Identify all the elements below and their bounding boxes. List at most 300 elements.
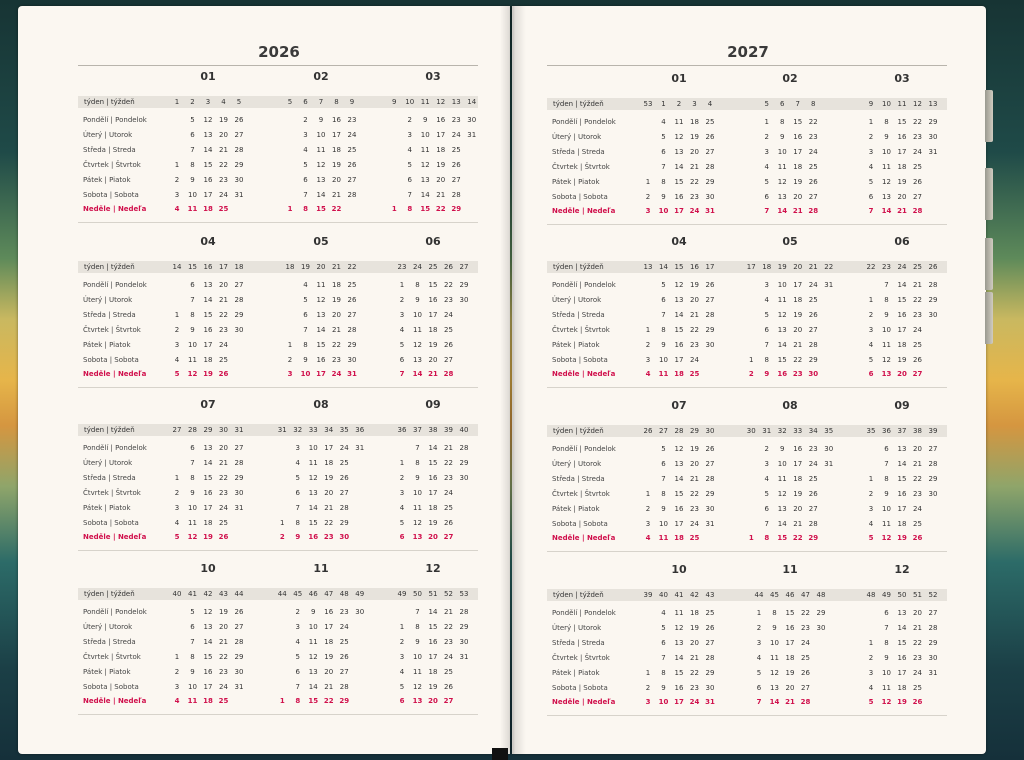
- day-date[interactable]: 2: [303, 116, 308, 124]
- sunday-date[interactable]: 21: [428, 370, 438, 379]
- day-date[interactable]: 29: [234, 310, 244, 319]
- sunday-date[interactable]: 11: [187, 697, 198, 706]
- day-date[interactable]: 12: [413, 340, 422, 349]
- day-date[interactable]: 19: [324, 652, 334, 661]
- day-date[interactable]: 17: [897, 668, 907, 677]
- sunday-date[interactable]: 14: [777, 207, 788, 216]
- day-date[interactable]: 4: [764, 295, 769, 304]
- day-date[interactable]: 26: [913, 355, 922, 364]
- day-date[interactable]: 11: [882, 519, 891, 528]
- day-date[interactable]: 29: [705, 668, 715, 677]
- day-date[interactable]: 27: [347, 310, 357, 319]
- day-date[interactable]: 26: [234, 608, 244, 616]
- day-date[interactable]: 16: [674, 192, 684, 201]
- day-date[interactable]: 9: [884, 132, 889, 141]
- day-date[interactable]: 22: [324, 518, 334, 527]
- day-date[interactable]: 13: [420, 175, 430, 184]
- day-date[interactable]: 19: [436, 160, 446, 169]
- day-date[interactable]: 21: [324, 682, 334, 691]
- sunday-date[interactable]: 1: [391, 205, 397, 214]
- day-date[interactable]: 26: [808, 489, 818, 498]
- day-date[interactable]: 6: [295, 488, 300, 497]
- day-date[interactable]: 9: [190, 175, 195, 184]
- day-date[interactable]: 20: [793, 504, 803, 513]
- day-date[interactable]: 14: [308, 682, 318, 691]
- day-date[interactable]: 20: [436, 175, 446, 184]
- day-date[interactable]: 16: [897, 310, 907, 319]
- day-date[interactable]: 9: [661, 192, 666, 201]
- sunday-date[interactable]: 6: [868, 370, 874, 379]
- sunday-date[interactable]: 22: [435, 205, 446, 214]
- day-date[interactable]: 23: [219, 488, 228, 497]
- sunday-date[interactable]: 5: [174, 533, 180, 542]
- day-date[interactable]: 11: [777, 474, 787, 483]
- day-date[interactable]: 15: [316, 340, 326, 349]
- day-date[interactable]: 4: [174, 518, 180, 527]
- day-date[interactable]: 12: [777, 489, 787, 498]
- day-date[interactable]: 16: [785, 623, 795, 632]
- sunday-date[interactable]: 18: [674, 370, 684, 379]
- day-date[interactable]: 24: [347, 130, 357, 139]
- day-date[interactable]: 23: [451, 116, 461, 124]
- day-date[interactable]: 18: [897, 683, 907, 692]
- sunday-date[interactable]: 1: [748, 534, 754, 543]
- day-date[interactable]: 27: [234, 622, 244, 631]
- day-date[interactable]: 5: [868, 177, 874, 186]
- day-date[interactable]: 5: [407, 160, 412, 169]
- day-date[interactable]: 25: [219, 518, 228, 527]
- day-date[interactable]: 30: [928, 489, 938, 498]
- day-date[interactable]: 8: [884, 638, 889, 647]
- day-date[interactable]: 12: [674, 445, 684, 453]
- day-date[interactable]: 4: [295, 458, 300, 467]
- day-date[interactable]: 10: [882, 668, 891, 677]
- day-date[interactable]: 21: [324, 503, 334, 512]
- day-date[interactable]: 21: [913, 623, 922, 632]
- day-date[interactable]: 14: [203, 145, 213, 154]
- day-date[interactable]: 4: [764, 474, 769, 483]
- day-date[interactable]: 25: [913, 683, 922, 692]
- day-date[interactable]: 23: [690, 340, 699, 349]
- sunday-date[interactable]: 31: [705, 698, 715, 707]
- day-date[interactable]: 1: [174, 160, 180, 169]
- day-date[interactable]: 6: [190, 444, 195, 452]
- day-date[interactable]: 20: [219, 281, 228, 289]
- day-date[interactable]: 23: [801, 623, 810, 632]
- day-date[interactable]: 14: [674, 162, 684, 171]
- day-date[interactable]: 1: [645, 177, 651, 186]
- sunday-date[interactable]: 28: [912, 207, 923, 216]
- day-date[interactable]: 22: [219, 652, 228, 661]
- day-date[interactable]: 7: [190, 145, 195, 154]
- day-date[interactable]: 14: [203, 637, 213, 646]
- day-date[interactable]: 29: [459, 622, 469, 631]
- day-date[interactable]: 2: [645, 340, 651, 349]
- day-date[interactable]: 18: [897, 519, 907, 528]
- day-date[interactable]: 13: [882, 192, 891, 201]
- sunday-date[interactable]: 29: [451, 205, 462, 214]
- sunday-date[interactable]: 21: [785, 698, 795, 707]
- day-date[interactable]: 27: [234, 444, 244, 452]
- day-date[interactable]: 2: [756, 623, 762, 632]
- sunday-date[interactable]: 22: [792, 534, 803, 543]
- day-date[interactable]: 1: [399, 622, 405, 631]
- day-date[interactable]: 18: [690, 609, 699, 617]
- day-date[interactable]: 1: [868, 638, 874, 647]
- day-date[interactable]: 15: [897, 295, 907, 304]
- day-date[interactable]: 18: [793, 295, 803, 304]
- day-date[interactable]: 27: [808, 325, 818, 334]
- day-date[interactable]: 26: [705, 281, 715, 289]
- day-date[interactable]: 10: [413, 310, 422, 319]
- sunday-date[interactable]: 9: [764, 370, 770, 379]
- day-date[interactable]: 25: [339, 637, 349, 646]
- day-date[interactable]: 19: [793, 489, 803, 498]
- sunday-date[interactable]: 19: [203, 370, 213, 379]
- day-date[interactable]: 7: [661, 310, 666, 319]
- day-date[interactable]: 25: [913, 519, 922, 528]
- day-date[interactable]: 9: [780, 132, 785, 141]
- day-date[interactable]: 20: [913, 609, 922, 617]
- day-date[interactable]: 8: [303, 340, 308, 349]
- day-date[interactable]: 6: [190, 622, 195, 631]
- day-date[interactable]: 10: [188, 340, 197, 349]
- day-date[interactable]: 21: [332, 190, 341, 199]
- day-date[interactable]: 6: [661, 638, 666, 647]
- day-date[interactable]: 22: [219, 310, 228, 319]
- day-date[interactable]: 20: [690, 638, 699, 647]
- day-date[interactable]: 30: [467, 116, 477, 124]
- sunday-date[interactable]: 6: [399, 533, 405, 542]
- day-date[interactable]: 6: [884, 445, 889, 453]
- day-date[interactable]: 11: [777, 162, 787, 171]
- day-date[interactable]: 18: [897, 340, 907, 349]
- day-date[interactable]: 3: [303, 130, 308, 139]
- index-tab[interactable]: [985, 90, 993, 142]
- day-date[interactable]: 17: [793, 281, 803, 289]
- day-date[interactable]: 8: [190, 310, 195, 319]
- day-date[interactable]: 23: [219, 325, 228, 334]
- sunday-date[interactable]: 19: [203, 533, 213, 542]
- day-date[interactable]: 16: [428, 637, 438, 646]
- day-date[interactable]: 15: [897, 118, 907, 126]
- day-date[interactable]: 5: [661, 445, 666, 453]
- sunday-date[interactable]: 4: [645, 370, 651, 379]
- day-date[interactable]: 1: [756, 609, 762, 617]
- sunday-date[interactable]: 4: [174, 697, 180, 706]
- day-date[interactable]: 5: [764, 310, 769, 319]
- day-date[interactable]: 24: [444, 310, 453, 319]
- day-date[interactable]: 25: [808, 474, 818, 483]
- sunday-date[interactable]: 12: [881, 698, 892, 707]
- day-date[interactable]: 26: [705, 623, 715, 632]
- day-date[interactable]: 31: [355, 444, 365, 452]
- day-date[interactable]: 17: [785, 638, 795, 647]
- day-date[interactable]: 3: [174, 190, 180, 199]
- day-date[interactable]: 22: [219, 473, 228, 482]
- day-date[interactable]: 23: [444, 295, 453, 304]
- day-date[interactable]: 15: [793, 118, 803, 126]
- day-date[interactable]: 8: [661, 177, 666, 186]
- day-date[interactable]: 16: [897, 489, 907, 498]
- day-date[interactable]: 29: [234, 652, 244, 661]
- day-date[interactable]: 6: [303, 175, 308, 184]
- day-date[interactable]: 26: [444, 682, 453, 691]
- day-date[interactable]: 28: [808, 519, 818, 528]
- day-date[interactable]: 19: [219, 116, 228, 124]
- day-date[interactable]: 7: [764, 519, 769, 528]
- day-date[interactable]: 1: [399, 458, 405, 467]
- day-date[interactable]: 29: [705, 325, 715, 334]
- day-date[interactable]: 11: [882, 683, 891, 692]
- day-date[interactable]: 24: [913, 504, 922, 513]
- sunday-date[interactable]: 8: [407, 205, 413, 214]
- day-date[interactable]: 16: [428, 473, 438, 482]
- day-date[interactable]: 10: [188, 503, 197, 512]
- day-date[interactable]: 16: [436, 116, 446, 124]
- day-date[interactable]: 9: [661, 504, 666, 513]
- sunday-date[interactable]: 7: [756, 698, 762, 707]
- sunday-date[interactable]: 25: [689, 534, 700, 543]
- sunday-date[interactable]: 13: [881, 370, 892, 379]
- day-date[interactable]: 21: [219, 295, 228, 304]
- day-date[interactable]: 9: [318, 116, 324, 124]
- sunday-date[interactable]: 4: [645, 534, 651, 543]
- day-date[interactable]: 24: [339, 622, 349, 631]
- day-date[interactable]: 21: [690, 310, 699, 319]
- day-date[interactable]: 8: [661, 489, 666, 498]
- day-date[interactable]: 30: [347, 355, 357, 364]
- day-date[interactable]: 23: [219, 175, 228, 184]
- day-date[interactable]: 2: [287, 355, 293, 364]
- day-date[interactable]: 27: [705, 459, 715, 468]
- day-date[interactable]: 23: [332, 355, 341, 364]
- day-date[interactable]: 12: [413, 518, 422, 527]
- sunday-date[interactable]: 3: [645, 698, 651, 707]
- day-date[interactable]: 12: [203, 608, 213, 616]
- day-date[interactable]: 23: [690, 683, 699, 692]
- day-date[interactable]: 18: [436, 145, 446, 154]
- day-date[interactable]: 18: [324, 637, 334, 646]
- sunday-date[interactable]: 14: [769, 698, 780, 707]
- day-date[interactable]: 20: [324, 488, 334, 497]
- sunday-date[interactable]: 31: [347, 370, 357, 379]
- day-date[interactable]: 22: [444, 622, 453, 631]
- day-date[interactable]: 28: [451, 190, 461, 199]
- sunday-date[interactable]: 25: [218, 697, 229, 706]
- day-date[interactable]: 15: [203, 160, 213, 169]
- day-date[interactable]: 17: [674, 519, 684, 528]
- day-date[interactable]: 23: [347, 116, 357, 124]
- day-date[interactable]: 2: [868, 653, 874, 662]
- day-date[interactable]: 1: [645, 489, 651, 498]
- sunday-date[interactable]: 10: [300, 370, 311, 379]
- day-date[interactable]: 28: [234, 458, 244, 467]
- day-date[interactable]: 13: [770, 683, 779, 692]
- day-date[interactable]: 31: [928, 147, 938, 156]
- day-date[interactable]: 13: [316, 310, 326, 319]
- sunday-date[interactable]: 13: [412, 697, 423, 706]
- day-date[interactable]: 10: [882, 504, 891, 513]
- day-date[interactable]: 12: [413, 682, 422, 691]
- day-date[interactable]: 18: [793, 162, 803, 171]
- day-date[interactable]: 3: [868, 504, 874, 513]
- day-date[interactable]: 7: [295, 682, 300, 691]
- day-date[interactable]: 13: [316, 175, 326, 184]
- day-date[interactable]: 16: [428, 295, 438, 304]
- day-date[interactable]: 11: [413, 503, 422, 512]
- day-date[interactable]: 23: [913, 132, 922, 141]
- sunday-date[interactable]: 14: [412, 370, 423, 379]
- day-date[interactable]: 30: [705, 192, 715, 201]
- day-date[interactable]: 22: [913, 118, 922, 126]
- day-date[interactable]: 31: [467, 130, 477, 139]
- day-date[interactable]: 22: [690, 325, 699, 334]
- day-date[interactable]: 4: [868, 519, 874, 528]
- day-date[interactable]: 1: [287, 340, 293, 349]
- day-date[interactable]: 6: [661, 147, 666, 156]
- day-date[interactable]: 8: [415, 622, 420, 631]
- sunday-date[interactable]: 15: [316, 205, 326, 214]
- day-date[interactable]: 9: [772, 623, 777, 632]
- day-date[interactable]: 14: [203, 458, 213, 467]
- day-date[interactable]: 31: [824, 459, 834, 468]
- day-date[interactable]: 7: [661, 474, 666, 483]
- sunday-date[interactable]: 7: [764, 207, 770, 216]
- day-date[interactable]: 3: [174, 503, 180, 512]
- day-date[interactable]: 4: [295, 637, 300, 646]
- day-date[interactable]: 26: [705, 445, 715, 453]
- day-date[interactable]: 26: [444, 340, 453, 349]
- sunday-date[interactable]: 8: [303, 205, 308, 214]
- day-date[interactable]: 28: [347, 190, 357, 199]
- day-date[interactable]: 18: [428, 667, 438, 676]
- day-date[interactable]: 15: [674, 177, 684, 186]
- sunday-date[interactable]: 29: [808, 534, 819, 543]
- day-date[interactable]: 5: [295, 473, 300, 482]
- day-date[interactable]: 14: [428, 444, 438, 452]
- day-date[interactable]: 11: [188, 355, 197, 364]
- day-date[interactable]: 27: [444, 355, 453, 364]
- sunday-date[interactable]: 10: [658, 207, 669, 216]
- day-date[interactable]: 2: [407, 116, 412, 124]
- day-date[interactable]: 9: [780, 445, 785, 453]
- day-date[interactable]: 24: [219, 190, 228, 199]
- sunday-date[interactable]: 9: [295, 533, 301, 542]
- day-date[interactable]: 17: [897, 504, 907, 513]
- day-date[interactable]: 24: [808, 459, 818, 468]
- day-date[interactable]: 27: [339, 667, 349, 676]
- day-date[interactable]: 18: [690, 118, 699, 126]
- day-date[interactable]: 26: [801, 668, 810, 677]
- day-date[interactable]: 24: [444, 652, 453, 661]
- day-date[interactable]: 12: [308, 652, 318, 661]
- day-date[interactable]: 4: [303, 281, 308, 289]
- day-date[interactable]: 20: [332, 310, 341, 319]
- day-date[interactable]: 6: [399, 355, 405, 364]
- day-date[interactable]: 30: [355, 608, 365, 616]
- day-date[interactable]: 15: [428, 281, 438, 289]
- day-date[interactable]: 15: [777, 355, 787, 364]
- day-date[interactable]: 3: [174, 682, 180, 691]
- day-date[interactable]: 9: [661, 683, 666, 692]
- sunday-date[interactable]: 29: [339, 697, 350, 706]
- day-date[interactable]: 27: [705, 638, 715, 647]
- day-date[interactable]: 13: [203, 130, 213, 139]
- day-date[interactable]: 31: [234, 503, 244, 512]
- day-date[interactable]: 13: [308, 488, 318, 497]
- day-date[interactable]: 28: [459, 608, 469, 616]
- day-date[interactable]: 11: [777, 295, 787, 304]
- day-date[interactable]: 21: [219, 145, 228, 154]
- day-date[interactable]: 20: [913, 445, 922, 453]
- day-date[interactable]: 30: [816, 623, 826, 632]
- day-date[interactable]: 28: [705, 474, 715, 483]
- day-date[interactable]: 7: [295, 503, 300, 512]
- day-date[interactable]: 14: [897, 459, 907, 468]
- day-date[interactable]: 18: [428, 503, 438, 512]
- day-date[interactable]: 29: [705, 489, 715, 498]
- day-date[interactable]: 10: [308, 622, 318, 631]
- day-date[interactable]: 24: [808, 147, 818, 156]
- day-date[interactable]: 23: [808, 445, 818, 453]
- day-date[interactable]: 4: [661, 609, 666, 617]
- sunday-date[interactable]: 27: [443, 697, 454, 706]
- day-date[interactable]: 11: [316, 145, 326, 154]
- day-date[interactable]: 21: [219, 637, 228, 646]
- day-date[interactable]: 12: [674, 132, 684, 141]
- day-date[interactable]: 23: [913, 310, 922, 319]
- day-date[interactable]: 17: [203, 682, 213, 691]
- day-date[interactable]: 18: [332, 145, 341, 154]
- day-date[interactable]: 8: [884, 474, 889, 483]
- day-date[interactable]: 1: [645, 668, 651, 677]
- day-date[interactable]: 5: [399, 340, 405, 349]
- day-date[interactable]: 22: [801, 609, 810, 617]
- day-date[interactable]: 1: [868, 118, 874, 126]
- day-date[interactable]: 20: [332, 175, 341, 184]
- day-date[interactable]: 30: [705, 504, 715, 513]
- day-date[interactable]: 29: [928, 638, 938, 647]
- sunday-date[interactable]: 8: [764, 534, 770, 543]
- day-date[interactable]: 17: [203, 340, 213, 349]
- day-date[interactable]: 17: [897, 147, 907, 156]
- day-date[interactable]: 12: [777, 177, 787, 186]
- sunday-date[interactable]: 28: [808, 207, 819, 216]
- day-date[interactable]: 28: [705, 310, 715, 319]
- day-date[interactable]: 15: [203, 473, 213, 482]
- index-tab[interactable]: [985, 292, 993, 344]
- day-date[interactable]: 10: [777, 281, 787, 289]
- day-date[interactable]: 3: [645, 355, 651, 364]
- day-date[interactable]: 25: [444, 667, 453, 676]
- day-date[interactable]: 21: [690, 653, 699, 662]
- day-date[interactable]: 31: [234, 682, 244, 691]
- sunday-date[interactable]: 11: [658, 370, 669, 379]
- sunday-date[interactable]: 5: [868, 698, 874, 707]
- day-date[interactable]: 28: [459, 444, 469, 452]
- day-date[interactable]: 13: [777, 192, 787, 201]
- day-date[interactable]: 21: [436, 190, 446, 199]
- day-date[interactable]: 1: [174, 652, 180, 661]
- day-date[interactable]: 7: [884, 281, 889, 289]
- day-date[interactable]: 28: [705, 653, 715, 662]
- day-date[interactable]: 25: [705, 609, 715, 617]
- day-date[interactable]: 28: [928, 623, 938, 632]
- day-date[interactable]: 6: [661, 295, 666, 304]
- day-date[interactable]: 31: [705, 519, 715, 528]
- sunday-date[interactable]: 16: [777, 370, 788, 379]
